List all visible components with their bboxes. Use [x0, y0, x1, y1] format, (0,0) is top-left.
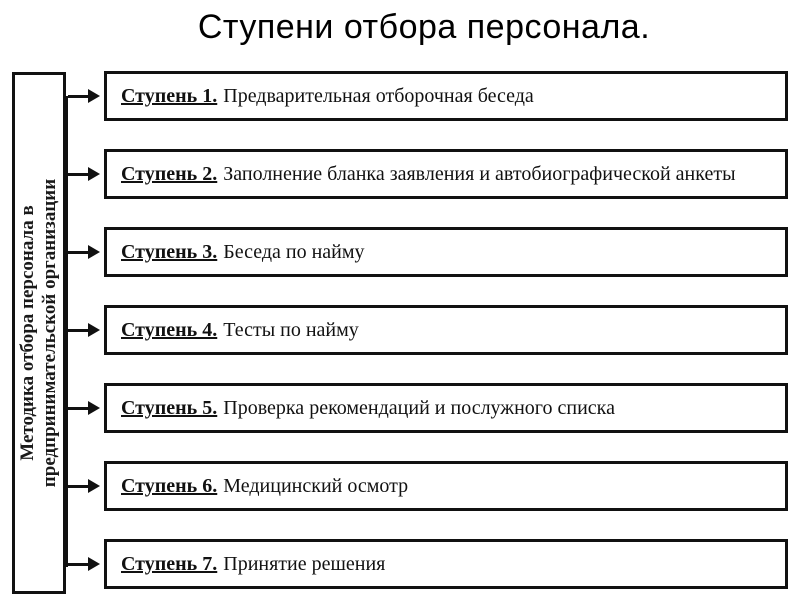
arrow-step-6	[68, 485, 90, 488]
methodology-label	[17, 78, 61, 588]
step-box-4	[104, 305, 788, 355]
step-label: Ступень 2.	[121, 162, 218, 185]
step-text: Предварительная отборочная беседа	[223, 84, 534, 107]
step-box-3	[104, 227, 788, 277]
methodology-label-line-1: Методика отбора персонала в	[17, 205, 38, 461]
arrow-step-7	[68, 563, 90, 566]
step-box-7	[104, 539, 788, 589]
arrow-step-3	[68, 251, 90, 254]
step-box-6	[104, 461, 788, 511]
page-title: Ступени отбора персонала.	[197, 8, 651, 46]
step-box-2	[104, 149, 788, 199]
arrow-step-4	[68, 329, 90, 332]
step-label: Ступень 1.	[121, 84, 218, 107]
step-text: Медицинский осмотр	[223, 474, 409, 497]
arrow-step-5	[68, 407, 90, 410]
step-box-1	[104, 71, 788, 121]
step-label: Ступень 4.	[121, 318, 218, 341]
step-text: Тесты по найму	[223, 318, 359, 341]
step-text: Принятие решения	[223, 552, 386, 575]
step-text: Проверка рекомендаций и послужного списка	[223, 396, 615, 419]
methodology-label-line-2: предпринимательской организации	[39, 178, 60, 488]
step-label: Ступень 5.	[121, 396, 218, 419]
arrow-step-2	[68, 173, 90, 176]
step-text: Беседа по найму	[223, 240, 365, 263]
step-text: Заполнение бланка заявления и автобиографической анкеты	[223, 162, 736, 185]
methodology-box	[12, 72, 66, 594]
arrow-step-1	[68, 95, 90, 98]
step-label: Ступень 3.	[121, 240, 218, 263]
step-box-5	[104, 383, 788, 433]
step-label: Ступень 7.	[121, 552, 218, 575]
step-label: Ступень 6.	[121, 474, 218, 497]
